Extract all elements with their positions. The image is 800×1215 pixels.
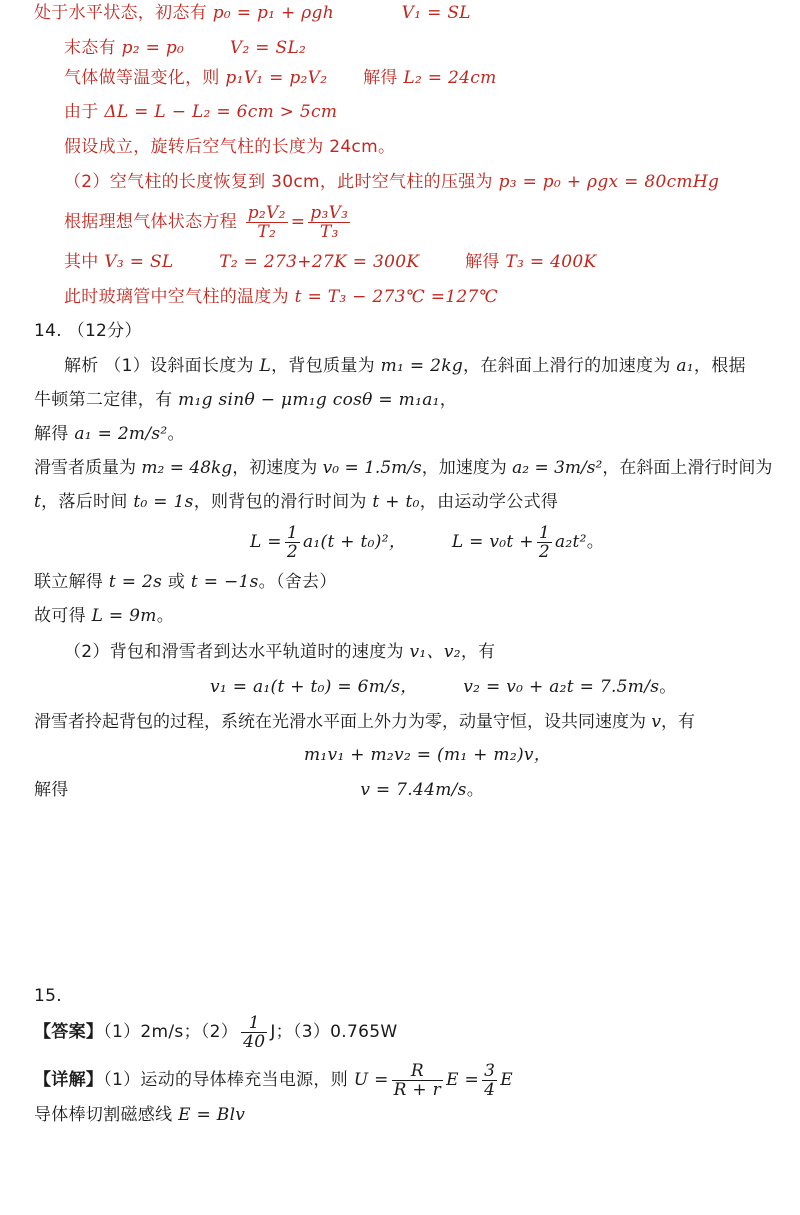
formula: L = 9m (91, 606, 157, 626)
text: 解得 (363, 68, 404, 88)
formula: a₂ = 3m/s² (512, 458, 603, 478)
formula: v = 7.44m/s (360, 780, 467, 800)
prev-line-6 (64, 169, 719, 195)
text: ，在斜面上滑行时间为 (602, 458, 773, 478)
formula: U = (353, 1070, 389, 1090)
text: （1）2m/s；（2） (103, 1022, 239, 1042)
text: 解得 (34, 780, 69, 800)
text: 解析 （1）设斜面长度为 (64, 356, 260, 376)
text: 或 (162, 572, 191, 592)
text: 。 (586, 532, 605, 552)
formula: p₁V₁ = p₂V₂ (225, 68, 328, 88)
formula: a₂t² (554, 532, 587, 552)
q14-para-10 (34, 777, 484, 803)
text: 。 (167, 424, 185, 444)
text: ，由运动学公式得 (419, 492, 559, 512)
formula: a₁(t + t₀)²， (302, 532, 407, 552)
formula: L = v₀t + (451, 532, 534, 552)
text: 。 (659, 677, 677, 697)
text: （2）空气柱的长度恢复到 30cm，此时空气柱的压强为 (64, 172, 499, 192)
prev-line-2 (64, 35, 306, 61)
q14-para-2 (34, 387, 457, 413)
text: 联立解得 (34, 572, 109, 592)
text: ，初速度为 (232, 458, 323, 478)
q14-para-9 (34, 709, 695, 735)
text: ，加速度为 (421, 458, 513, 478)
formula: E = Blv (178, 1105, 246, 1125)
fraction: $\frac{3}{4}$ (484, 1060, 496, 1100)
formula: t = T₃ − 273℃ =127℃ (294, 287, 498, 307)
formula: V₃ = SL (104, 252, 174, 272)
text: 处于水平状态，初态有 (34, 3, 213, 23)
text: ，则背包的滑行时间为 (193, 492, 373, 512)
formula: m₁g sinθ − μm₁g cosθ = m₁a₁ (178, 390, 440, 410)
text: 此时玻璃管中空气柱的温度为 (64, 287, 295, 307)
formula: v₁、v₂ (409, 642, 461, 662)
text: （2）背包和滑雪者到达水平轨道时的速度为 (64, 642, 410, 662)
formula: m₁ = 2kg (380, 356, 464, 376)
formula: v₀ = 1.5m/s (322, 458, 422, 478)
detail-label: 【详解】 (34, 1070, 104, 1090)
text: 根据理想气体状态方程 (64, 212, 237, 232)
q14-equation-2 (210, 674, 677, 700)
q14-para-4 (34, 455, 772, 481)
formula: V₂ = SL₂ (229, 38, 307, 58)
text: J；（3）0.765W (270, 1022, 398, 1042)
q15-heading: 15. (34, 986, 62, 1006)
q14-para-5 (34, 489, 558, 515)
text: ，背包质量为 (271, 356, 381, 376)
text: 。（舍去） (258, 572, 337, 592)
text: 。 (156, 606, 174, 626)
formula: v (651, 712, 662, 732)
formula: v₂ = v₀ + a₂t = 7.5m/s (463, 677, 660, 697)
formula: a₁ (676, 356, 694, 376)
answer-label: 【答案】 (34, 1022, 104, 1042)
text: 气体做等温变化，则 (64, 68, 226, 88)
formula: p₂ = p₀ (121, 38, 185, 58)
text: ， (439, 390, 458, 410)
text: 滑雪者拎起背包的过程，系统在光滑水平面上外力为零，动量守恒，设共同速度为 (34, 712, 652, 732)
q15-detail (34, 1058, 513, 1102)
prev-line-4 (64, 99, 337, 125)
formula: p₀ = p₁ + ρgh (212, 3, 334, 23)
formula: T₃ = 400K (505, 252, 597, 272)
text: 假设成立，旋转后空气柱的长度为 24cm。 (64, 137, 396, 157)
formula: t (34, 492, 42, 512)
formula: t = 2s (108, 572, 163, 592)
formula: L (259, 356, 272, 376)
text: ，有 (661, 712, 696, 732)
formula: v₁ = a₁(t + t₀) = 6m/s， (210, 677, 418, 697)
fraction: $\frac{\text{p₂V₂}}{\text{T₂}}$ (247, 202, 286, 242)
q14-equation-1 (250, 520, 604, 564)
prev-line-5 (64, 134, 395, 160)
text: 导体棒切割磁感线 (34, 1105, 179, 1125)
q15-last-line (34, 1102, 245, 1128)
fraction: $\frac{\text{p₃V₃}}{\text{T₃}}$ (310, 202, 349, 242)
text: 其中 (64, 252, 105, 272)
text: 滑雪者质量为 (34, 458, 142, 478)
text: 故可得 (34, 606, 92, 626)
prev-line-8 (64, 249, 596, 275)
fraction: $\frac{1}{2}$ (538, 522, 550, 562)
text: 牛顿第二定律，有 (34, 390, 179, 410)
q14-heading: 14. （12分） (34, 321, 142, 341)
prev-line-7: 根据理想气体状态方程 $\frac{\text{p₂V₂}}{\text{T₂}}$ = $\frac{\text{p₃V₃}}{\text{T₃}}$ (64, 202, 349, 242)
fraction: $\frac{R}{R + r}$ (393, 1060, 442, 1100)
formula: m₂ = 48kg (141, 458, 233, 478)
text: 解得 (34, 424, 75, 444)
text: ，落后时间 (41, 492, 134, 512)
q14-para-1 (64, 353, 746, 379)
text: ，有 (460, 642, 496, 662)
text: 由于 (64, 102, 105, 122)
q14-para-3 (34, 421, 185, 447)
formula: L₂ = 24cm (403, 68, 497, 88)
formula: p₃ = p₀ + ρgx = 80cmHg (498, 172, 720, 192)
formula: E = (446, 1070, 480, 1090)
q14-para-8 (64, 639, 495, 665)
formula: V₁ = SL (401, 3, 471, 23)
prev-line-1 (34, 0, 471, 26)
text: ，在斜面上滑行的加速度为 (463, 356, 677, 376)
formula: t = −1s (190, 572, 259, 592)
text: ，根据 (693, 356, 746, 376)
q14-equation-3 (304, 742, 551, 768)
prev-line-3 (64, 65, 497, 91)
q14-para-6 (34, 569, 337, 595)
formula: ΔL = L − L₂ = 6cm > 5cm (104, 102, 338, 122)
fraction: $\frac{1}{2}$ (286, 522, 298, 562)
text: （1）运动的导体棒充当电源，则 (103, 1070, 354, 1090)
prev-line-9 (64, 284, 498, 310)
formula: m₁v₁ + m₂v₂ = (m₁ + m₂)v， (304, 745, 552, 765)
formula: t + t₀ (372, 492, 420, 512)
formula: E (500, 1070, 513, 1090)
formula: T₂ = 273+27K = 300K (219, 252, 420, 272)
text: 。 (466, 780, 485, 800)
formula: a₁ = 2m/s² (74, 424, 168, 444)
formula: t₀ = 1s (133, 492, 194, 512)
q15-answer (34, 1010, 397, 1054)
q14-para-7 (34, 603, 174, 629)
fraction: $\frac{1}{40}$ (243, 1012, 266, 1052)
text: 末态有 (64, 38, 122, 58)
formula: L = (250, 532, 282, 552)
text: 解得 (465, 252, 506, 272)
